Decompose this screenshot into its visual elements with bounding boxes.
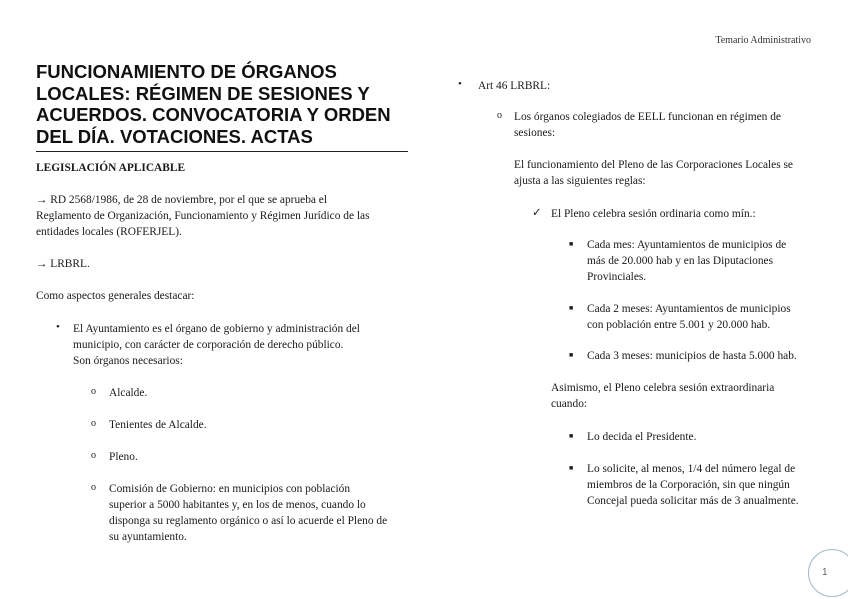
section-heading: LEGISLACIÓN APLICABLE — [36, 162, 186, 174]
square-bullet-icon: ■ — [569, 351, 574, 359]
list-item-text: Son órganos necesarios: — [73, 355, 183, 367]
circle-bullet-icon: o — [91, 482, 96, 493]
list-item-text: Cada 2 meses: Ayuntamientos de municipios — [587, 303, 791, 315]
organ-item: Pleno. — [109, 451, 138, 463]
organ-item: Comisión de Gobierno: en municipios con población — [109, 483, 351, 495]
list-item-text: Concejal pueda solicitar más de 3 anualmente. — [587, 495, 799, 507]
organ-item: Tenientes de Alcalde. — [109, 419, 207, 431]
list-item-text: con población entre 5.001 y 20.000 hab. — [587, 319, 771, 331]
organ-item: su ayuntamiento. — [109, 531, 187, 543]
organ-item: superior a 5000 habitantes y, en los de menos, cuando lo — [109, 499, 366, 511]
page-title: FUNCIONAMIENTO DE ÓRGANOS LOCALES: RÉGIMEN DE SESIONES Y ACUERDOS. CONVOCATORIA Y ORDEN DEL DÍA. VOTACIONES. ACTAS — [36, 61, 391, 147]
running-header: Temario Administrativo — [715, 35, 811, 46]
checkmark-icon: ✓ — [532, 207, 542, 219]
list-item-text: sesiones: — [514, 127, 556, 139]
circle-bullet-icon: o — [497, 110, 502, 121]
page-number-badge — [808, 549, 848, 597]
circle-bullet-icon: o — [91, 418, 96, 429]
bullet-dot-icon: • — [56, 321, 60, 333]
list-item-text: municipio, con carácter de corporación de derecho público. — [73, 339, 344, 351]
rd-line: Reglamento de Organización, Funcionamiento y Régimen Jurídico de las — [36, 210, 370, 222]
list-item-text: Provinciales. — [587, 271, 647, 283]
paragraph-text: cuando: — [551, 398, 588, 410]
list-item-text: Cada mes: Ayuntamientos de municipios de — [587, 239, 787, 251]
intro-text: Como aspectos generales destacar: — [36, 290, 195, 302]
page-number: 1 — [822, 567, 828, 578]
circle-bullet-icon: o — [91, 386, 96, 397]
organ-item: disponga su reglamento orgánico o así lo acuerde el Pleno de — [109, 515, 388, 527]
square-bullet-icon: ■ — [569, 240, 574, 248]
list-item-text: Lo solicite, al menos, 1/4 del número legal de — [587, 463, 796, 475]
list-item-text: miembros de la Corporación, sin que ningún — [587, 479, 790, 491]
circle-bullet-icon: o — [91, 450, 96, 461]
list-item-text: más de 20.000 hab y en las Diputaciones — [587, 255, 774, 267]
paragraph-text: El funcionamiento del Pleno de las Corporaciones Locales se — [514, 159, 793, 171]
rd-line: → RD 2568/1986, de 28 de noviembre, por el que se aprueba el — [36, 194, 328, 206]
organ-item: Alcalde. — [109, 387, 148, 399]
square-bullet-icon: ■ — [569, 432, 574, 440]
paragraph-text: ajusta a las siguientes reglas: — [514, 175, 646, 187]
list-item-text: Lo decida el Presidente. — [587, 431, 697, 443]
list-item-text: Cada 3 meses: municipios de hasta 5.000 hab. — [587, 350, 797, 362]
square-bullet-icon: ■ — [569, 304, 574, 312]
lrbrl-line: → LRBRL. — [36, 258, 90, 270]
check-item-text: El Pleno celebra sesión ordinaria como mín.: — [551, 208, 756, 220]
list-item-text: El Ayuntamiento es el órgano de gobierno y administración del — [73, 323, 360, 335]
list-item-text: Los órganos colegiados de EELL funcionan en régimen de — [514, 111, 781, 123]
article-heading: Art 46 LRBRL: — [478, 80, 551, 92]
title-underline — [36, 151, 408, 152]
square-bullet-icon: ■ — [569, 464, 574, 472]
bullet-dot-icon: • — [458, 78, 462, 90]
rd-line: entidades locales (ROFERJEL). — [36, 226, 182, 238]
paragraph-text: Asimismo, el Pleno celebra sesión extraordinaria — [551, 382, 775, 394]
